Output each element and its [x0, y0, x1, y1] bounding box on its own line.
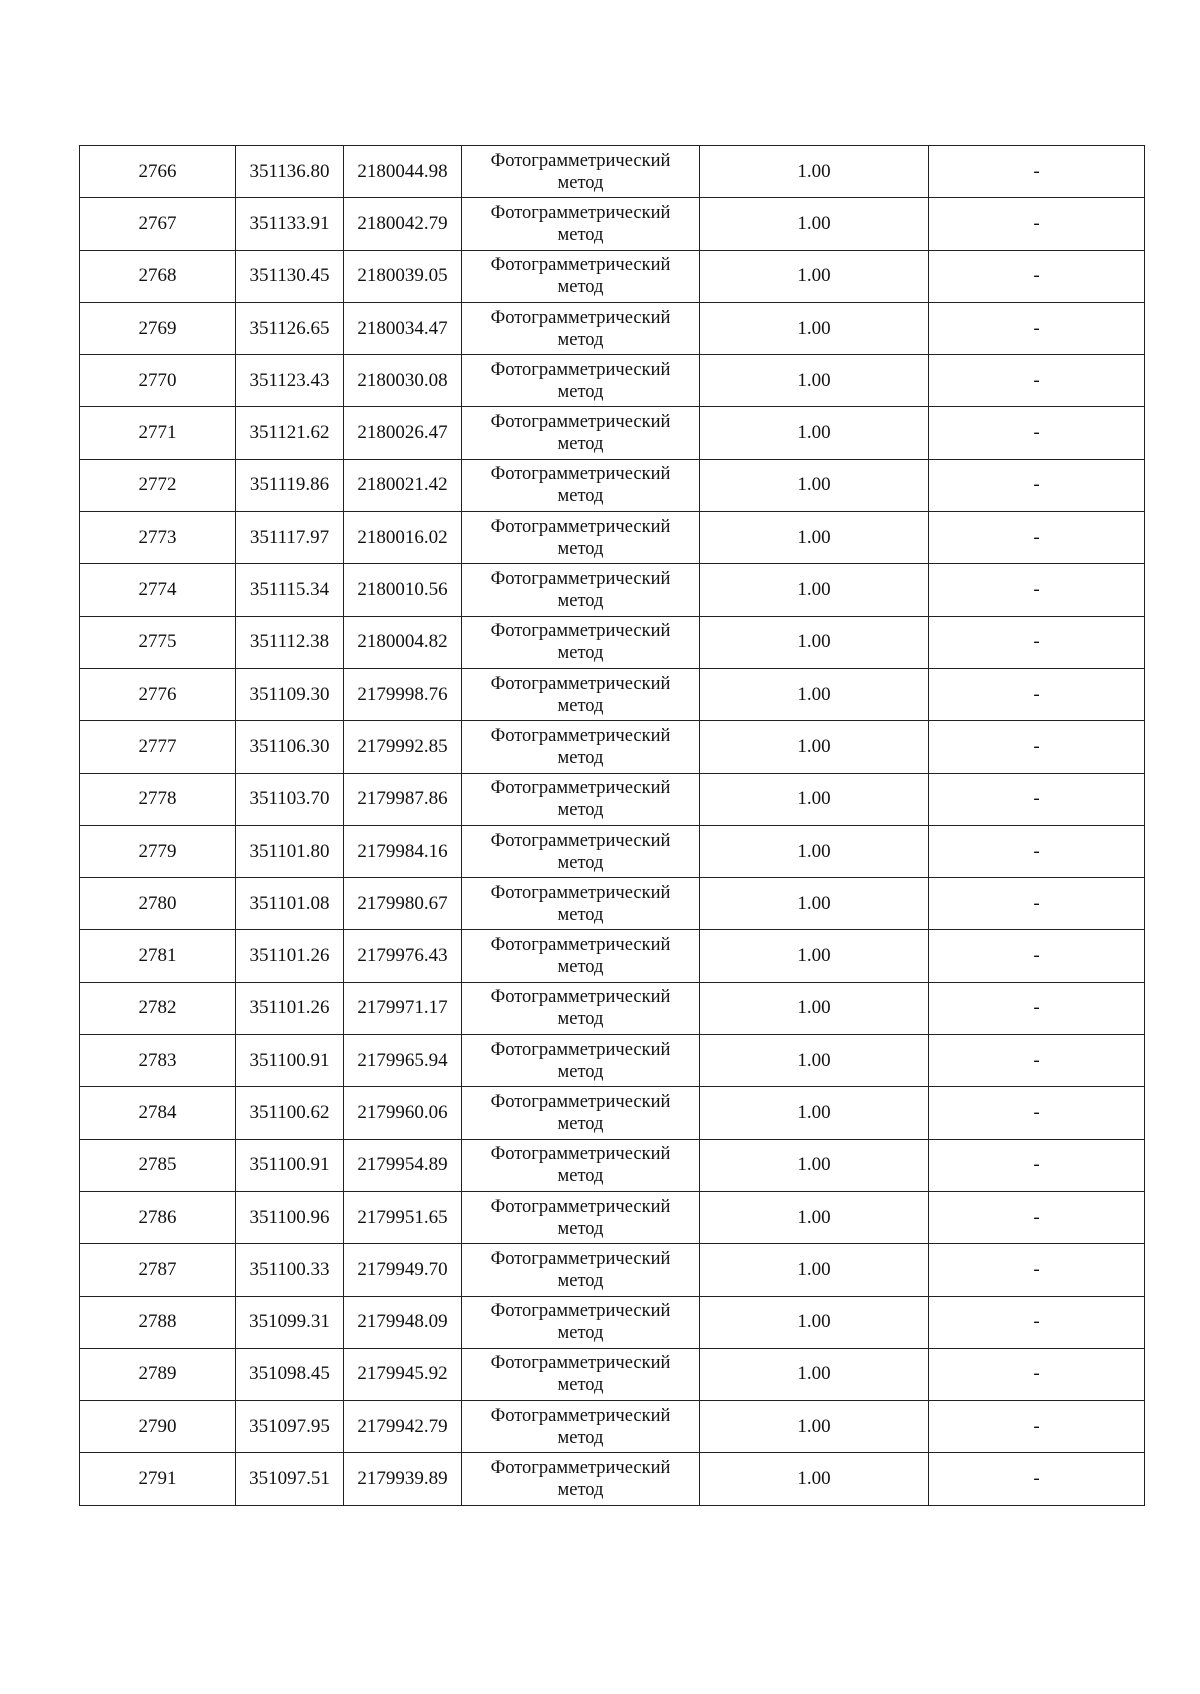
method-text: Фотограмметрический	[490, 150, 671, 171]
note-cell: -	[929, 773, 1145, 825]
note-cell: -	[929, 146, 1145, 198]
point-number-cell: 2774	[80, 564, 236, 616]
point-number-cell: 2788	[80, 1296, 236, 1348]
coordinates-table-body	[80, 146, 1145, 1506]
accuracy-cell: 1.00	[700, 825, 929, 877]
table-row	[80, 1244, 1145, 1296]
note-cell: -	[929, 878, 1145, 930]
y-coordinate-cell: 2179971.17	[344, 982, 462, 1034]
method-cell	[462, 512, 700, 564]
note-cell: -	[929, 930, 1145, 982]
method-text: Фотограмметрический	[490, 1458, 671, 1479]
method-text: Фотограмметрический	[490, 673, 671, 694]
point-number-cell: 2790	[80, 1401, 236, 1453]
note-cell: -	[929, 668, 1145, 720]
method-text: Фотограмметрический	[490, 412, 671, 433]
point-number-cell: 2784	[80, 1087, 236, 1139]
method-text: Фотограмметрический	[490, 1353, 671, 1374]
method-text: Фотограмметрический	[490, 725, 671, 746]
method-cell	[462, 1401, 700, 1453]
method-text: Фотограмметрический	[490, 255, 671, 276]
table-row	[80, 302, 1145, 354]
x-coordinate-cell: 351112.38	[236, 616, 344, 668]
method-text: метод	[557, 1061, 604, 1082]
note-cell: -	[929, 721, 1145, 773]
y-coordinate-cell: 2180010.56	[344, 564, 462, 616]
x-coordinate-cell: 351101.80	[236, 825, 344, 877]
point-number-cell: 2785	[80, 1139, 236, 1191]
method-cell	[462, 355, 700, 407]
table-row	[80, 1348, 1145, 1400]
table-row	[80, 407, 1145, 459]
y-coordinate-cell: 2179949.70	[344, 1244, 462, 1296]
point-number-cell: 2772	[80, 459, 236, 511]
method-cell	[462, 564, 700, 616]
method-text: метод	[557, 277, 604, 298]
accuracy-cell: 1.00	[700, 355, 929, 407]
y-coordinate-cell: 2180016.02	[344, 512, 462, 564]
point-number-cell: 2777	[80, 721, 236, 773]
table-row	[80, 250, 1145, 302]
note-cell: -	[929, 1035, 1145, 1087]
method-text: метод	[557, 1166, 604, 1187]
point-number-cell: 2770	[80, 355, 236, 407]
method-text: метод	[557, 1113, 604, 1134]
method-text: метод	[557, 800, 604, 821]
method-cell	[462, 146, 700, 198]
method-cell	[462, 250, 700, 302]
method-text: метод	[557, 957, 604, 978]
y-coordinate-cell: 2180030.08	[344, 355, 462, 407]
x-coordinate-cell: 351101.08	[236, 878, 344, 930]
method-cell	[462, 982, 700, 1034]
coordinates-table	[79, 145, 1145, 1506]
x-coordinate-cell: 351097.95	[236, 1401, 344, 1453]
method-text: Фотограмметрический	[490, 307, 671, 328]
point-number-cell: 2787	[80, 1244, 236, 1296]
point-number-cell: 2781	[80, 930, 236, 982]
table-row	[80, 616, 1145, 668]
point-number-cell: 2786	[80, 1191, 236, 1243]
accuracy-cell: 1.00	[700, 1453, 929, 1505]
note-cell: -	[929, 982, 1145, 1034]
point-number-cell: 2778	[80, 773, 236, 825]
table-row	[80, 198, 1145, 250]
note-cell: -	[929, 250, 1145, 302]
accuracy-cell: 1.00	[700, 616, 929, 668]
method-text: Фотограмметрический	[490, 1144, 671, 1165]
method-cell	[462, 1191, 700, 1243]
method-text: метод	[557, 852, 604, 873]
accuracy-cell: 1.00	[700, 146, 929, 198]
y-coordinate-cell: 2179942.79	[344, 1401, 462, 1453]
y-coordinate-cell: 2180044.98	[344, 146, 462, 198]
method-text: Фотограмметрический	[490, 1039, 671, 1060]
method-cell	[462, 1453, 700, 1505]
method-text: Фотограмметрический	[490, 1196, 671, 1217]
point-number-cell: 2776	[80, 668, 236, 720]
point-number-cell: 2773	[80, 512, 236, 564]
method-text: Фотограмметрический	[490, 778, 671, 799]
note-cell: -	[929, 1191, 1145, 1243]
accuracy-cell: 1.00	[700, 878, 929, 930]
y-coordinate-cell: 2179954.89	[344, 1139, 462, 1191]
note-cell: -	[929, 616, 1145, 668]
method-text: метод	[557, 538, 604, 559]
accuracy-cell: 1.00	[700, 1139, 929, 1191]
method-text: Фотограмметрический	[490, 1301, 671, 1322]
method-text: Фотограмметрический	[490, 359, 671, 380]
point-number-cell: 2771	[80, 407, 236, 459]
x-coordinate-cell: 351117.97	[236, 512, 344, 564]
method-text: Фотограмметрический	[490, 882, 671, 903]
method-cell	[462, 825, 700, 877]
y-coordinate-cell: 2180021.42	[344, 459, 462, 511]
table-row	[80, 773, 1145, 825]
table-row	[80, 146, 1145, 198]
method-text: метод	[557, 486, 604, 507]
accuracy-cell: 1.00	[700, 1035, 929, 1087]
method-text: метод	[557, 381, 604, 402]
method-cell	[462, 1296, 700, 1348]
x-coordinate-cell: 351119.86	[236, 459, 344, 511]
method-cell	[462, 407, 700, 459]
point-number-cell: 2783	[80, 1035, 236, 1087]
accuracy-cell: 1.00	[700, 1087, 929, 1139]
y-coordinate-cell: 2179951.65	[344, 1191, 462, 1243]
table-row	[80, 825, 1145, 877]
accuracy-cell: 1.00	[700, 1348, 929, 1400]
method-text: Фотограмметрический	[490, 987, 671, 1008]
method-cell	[462, 302, 700, 354]
table-row	[80, 564, 1145, 616]
table-row	[80, 1035, 1145, 1087]
accuracy-cell: 1.00	[700, 459, 929, 511]
accuracy-cell: 1.00	[700, 1244, 929, 1296]
y-coordinate-cell: 2179945.92	[344, 1348, 462, 1400]
method-cell	[462, 773, 700, 825]
note-cell: -	[929, 459, 1145, 511]
method-text: метод	[557, 695, 604, 716]
x-coordinate-cell: 351101.26	[236, 930, 344, 982]
method-text: метод	[557, 1218, 604, 1239]
method-text: Фотограмметрический	[490, 935, 671, 956]
method-text: Фотограмметрический	[490, 1405, 671, 1426]
x-coordinate-cell: 351121.62	[236, 407, 344, 459]
table-row	[80, 668, 1145, 720]
note-cell: -	[929, 1348, 1145, 1400]
x-coordinate-cell: 351126.65	[236, 302, 344, 354]
method-text: метод	[557, 747, 604, 768]
table-row	[80, 1401, 1145, 1453]
accuracy-cell: 1.00	[700, 407, 929, 459]
accuracy-cell: 1.00	[700, 198, 929, 250]
method-cell	[462, 616, 700, 668]
method-text: метод	[557, 904, 604, 925]
x-coordinate-cell: 351106.30	[236, 721, 344, 773]
method-cell	[462, 1087, 700, 1139]
note-cell: -	[929, 1139, 1145, 1191]
method-text: метод	[557, 1427, 604, 1448]
table-row	[80, 1296, 1145, 1348]
x-coordinate-cell: 351098.45	[236, 1348, 344, 1400]
note-cell: -	[929, 302, 1145, 354]
method-text: метод	[557, 1323, 604, 1344]
method-text: Фотограмметрический	[490, 569, 671, 590]
accuracy-cell: 1.00	[700, 930, 929, 982]
y-coordinate-cell: 2180034.47	[344, 302, 462, 354]
method-text: метод	[557, 591, 604, 612]
point-number-cell: 2767	[80, 198, 236, 250]
x-coordinate-cell: 351100.33	[236, 1244, 344, 1296]
note-cell: -	[929, 512, 1145, 564]
x-coordinate-cell: 351133.91	[236, 198, 344, 250]
y-coordinate-cell: 2180042.79	[344, 198, 462, 250]
y-coordinate-cell: 2180004.82	[344, 616, 462, 668]
accuracy-cell: 1.00	[700, 512, 929, 564]
point-number-cell: 2766	[80, 146, 236, 198]
note-cell: -	[929, 1296, 1145, 1348]
point-number-cell: 2782	[80, 982, 236, 1034]
method-text: Фотограмметрический	[490, 464, 671, 485]
method-text: метод	[557, 1009, 604, 1030]
note-cell: -	[929, 198, 1145, 250]
table-row	[80, 1191, 1145, 1243]
note-cell: -	[929, 1401, 1145, 1453]
accuracy-cell: 1.00	[700, 773, 929, 825]
table-row	[80, 512, 1145, 564]
table-row	[80, 1139, 1145, 1191]
method-text: метод	[557, 1480, 604, 1501]
y-coordinate-cell: 2179960.06	[344, 1087, 462, 1139]
point-number-cell: 2768	[80, 250, 236, 302]
x-coordinate-cell: 351097.51	[236, 1453, 344, 1505]
method-cell	[462, 1348, 700, 1400]
table-row	[80, 355, 1145, 407]
method-cell	[462, 1035, 700, 1087]
method-cell	[462, 198, 700, 250]
point-number-cell: 2769	[80, 302, 236, 354]
method-text: Фотограмметрический	[490, 1091, 671, 1112]
y-coordinate-cell: 2180039.05	[344, 250, 462, 302]
point-number-cell: 2779	[80, 825, 236, 877]
x-coordinate-cell: 351100.96	[236, 1191, 344, 1243]
table-row	[80, 982, 1145, 1034]
x-coordinate-cell: 351115.34	[236, 564, 344, 616]
x-coordinate-cell: 351101.26	[236, 982, 344, 1034]
note-cell: -	[929, 1087, 1145, 1139]
method-cell	[462, 930, 700, 982]
method-cell	[462, 878, 700, 930]
table-row	[80, 459, 1145, 511]
table-row	[80, 1087, 1145, 1139]
accuracy-cell: 1.00	[700, 982, 929, 1034]
accuracy-cell: 1.00	[700, 721, 929, 773]
y-coordinate-cell: 2179948.09	[344, 1296, 462, 1348]
y-coordinate-cell: 2179998.76	[344, 668, 462, 720]
method-text: метод	[557, 1375, 604, 1396]
note-cell: -	[929, 1453, 1145, 1505]
y-coordinate-cell: 2179992.85	[344, 721, 462, 773]
method-text: Фотограмметрический	[490, 1248, 671, 1269]
point-number-cell: 2780	[80, 878, 236, 930]
y-coordinate-cell: 2179980.67	[344, 878, 462, 930]
x-coordinate-cell: 351100.91	[236, 1139, 344, 1191]
method-text: Фотограмметрический	[490, 621, 671, 642]
x-coordinate-cell: 351103.70	[236, 773, 344, 825]
y-coordinate-cell: 2179965.94	[344, 1035, 462, 1087]
x-coordinate-cell: 351109.30	[236, 668, 344, 720]
point-number-cell: 2775	[80, 616, 236, 668]
note-cell: -	[929, 407, 1145, 459]
note-cell: -	[929, 355, 1145, 407]
method-text: метод	[557, 1270, 604, 1291]
method-text: метод	[557, 172, 604, 193]
y-coordinate-cell: 2179987.86	[344, 773, 462, 825]
accuracy-cell: 1.00	[700, 1191, 929, 1243]
note-cell: -	[929, 564, 1145, 616]
method-cell	[462, 1244, 700, 1296]
method-cell	[462, 721, 700, 773]
x-coordinate-cell: 351123.43	[236, 355, 344, 407]
x-coordinate-cell: 351130.45	[236, 250, 344, 302]
method-text: метод	[557, 434, 604, 455]
accuracy-cell: 1.00	[700, 250, 929, 302]
accuracy-cell: 1.00	[700, 1401, 929, 1453]
method-text: Фотограмметрический	[490, 516, 671, 537]
y-coordinate-cell: 2179976.43	[344, 930, 462, 982]
table-row	[80, 930, 1145, 982]
x-coordinate-cell: 351136.80	[236, 146, 344, 198]
method-cell	[462, 459, 700, 511]
note-cell: -	[929, 1244, 1145, 1296]
point-number-cell: 2789	[80, 1348, 236, 1400]
point-number-cell: 2791	[80, 1453, 236, 1505]
method-cell	[462, 668, 700, 720]
table-row	[80, 878, 1145, 930]
table-row	[80, 721, 1145, 773]
note-cell: -	[929, 825, 1145, 877]
method-text: Фотограмметрический	[490, 202, 671, 223]
method-text: Фотограмметрический	[490, 830, 671, 851]
y-coordinate-cell: 2180026.47	[344, 407, 462, 459]
y-coordinate-cell: 2179984.16	[344, 825, 462, 877]
method-text: метод	[557, 224, 604, 245]
method-text: метод	[557, 329, 604, 350]
x-coordinate-cell: 351100.62	[236, 1087, 344, 1139]
y-coordinate-cell: 2179939.89	[344, 1453, 462, 1505]
accuracy-cell: 1.00	[700, 564, 929, 616]
method-text: метод	[557, 643, 604, 664]
table-row	[80, 1453, 1145, 1505]
accuracy-cell: 1.00	[700, 1296, 929, 1348]
method-cell	[462, 1139, 700, 1191]
accuracy-cell: 1.00	[700, 668, 929, 720]
x-coordinate-cell: 351099.31	[236, 1296, 344, 1348]
accuracy-cell: 1.00	[700, 302, 929, 354]
x-coordinate-cell: 351100.91	[236, 1035, 344, 1087]
